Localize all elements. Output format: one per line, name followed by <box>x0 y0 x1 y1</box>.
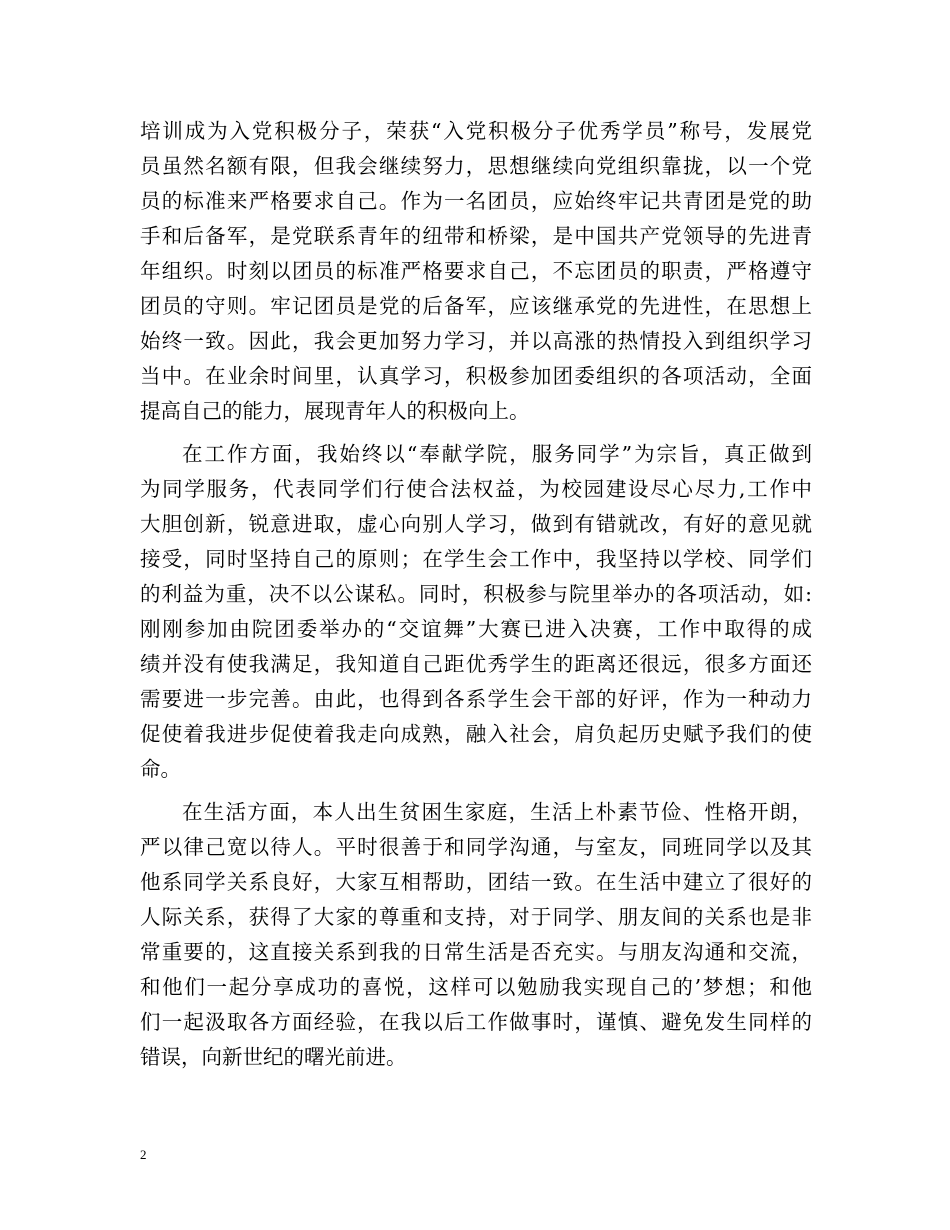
text-line: 为同学服务，代表同学们行使合法权益，为校园建设尽心尽力,工作中 <box>140 477 812 501</box>
text-line: 人际关系，获得了大家的尊重和支持，对于同学、朋友间的关系也是非 <box>140 905 812 929</box>
text-line: 提高自己的能力，展现青年人的积极向上。 <box>140 399 530 423</box>
text-line: 常重要的，这直接关系到我的日常生活是否充实。与朋友沟通和交流， <box>140 940 812 964</box>
text-line: 培训成为入党积极分子，荣获“入党积极分子优秀学员”称号，发展党 <box>140 119 812 143</box>
text-line: 年组织。时刻以团员的标准严格要求自己，不忘团员的职责，严格遵守 <box>140 259 812 283</box>
text-line: 促使着我进步促使着我走向成熟，融入社会，肩负起历史赋予我们的使 <box>140 722 812 746</box>
text-line: 当中。在业余时间里，认真学习，积极参加团委组织的各项活动，全面 <box>140 364 812 388</box>
text-line: 的利益为重，决不以公谋私。同时，积极参与院里举办的各项活动，如: <box>140 582 812 606</box>
text-line: 大胆创新，锐意进取，虚心向别人学习，做到有错就改，有好的意见就 <box>140 512 812 536</box>
text-line: 员虽然名额有限，但我会继续努力，思想继续向党组织靠拢，以一个党 <box>140 154 812 178</box>
text-line: 严以律己宽以待人。平时很善于和同学沟通，与室友，同班同学以及其 <box>140 835 812 859</box>
text-line: 接受，同时坚持自己的原则；在学生会工作中，我坚持以学校、同学们 <box>140 547 812 571</box>
text-line: 和他们一起分享成功的喜悦，这样可以勉励我实现自己的’梦想；和他 <box>140 975 812 999</box>
text-line: 刚刚参加由院团委举办的“交谊舞”大赛已进入决赛，工作中取得的成 <box>140 617 812 641</box>
text-line: 团员的守则。牢记团员是党的后备军，应该继承党的先进性，在思想上 <box>140 294 812 318</box>
text-line: 始终一致。因此，我会更加努力学习，并以高涨的热情投入到组织学习 <box>140 329 812 353</box>
text-line: 们一起汲取各方面经验，在我以后工作做事时，谨慎、避免发生同样的 <box>140 1010 812 1034</box>
text-line: 手和后备军，是党联系青年的纽带和桥梁，是中国共产党领导的先进青 <box>140 224 812 248</box>
text-line: 绩并没有使我满足，我知道自己距优秀学生的距离还很远，很多方面还 <box>140 652 812 676</box>
text-line: 在工作方面，我始终以“奉献学院，服务同学”为宗旨，真正做到 <box>182 442 812 466</box>
text-line: 需要进一步完善。由此，也得到各系学生会干部的好评，作为一种动力 <box>140 687 812 711</box>
text-line: 员的标准来严格要求自己。作为一名团员，应始终牢记共青团是党的助 <box>140 189 812 213</box>
text-line: 在生活方面，本人出生贫困生家庭，生活上朴素节俭、性格开朗， <box>182 800 812 824</box>
text-line: 命。 <box>140 757 181 781</box>
text-line: 他系同学关系良好，大家互相帮助，团结一致。在生活中建立了很好的 <box>140 870 812 894</box>
text-line: 错误，向新世纪的曙光前进。 <box>140 1045 407 1069</box>
page-number: 2 <box>140 1147 147 1162</box>
